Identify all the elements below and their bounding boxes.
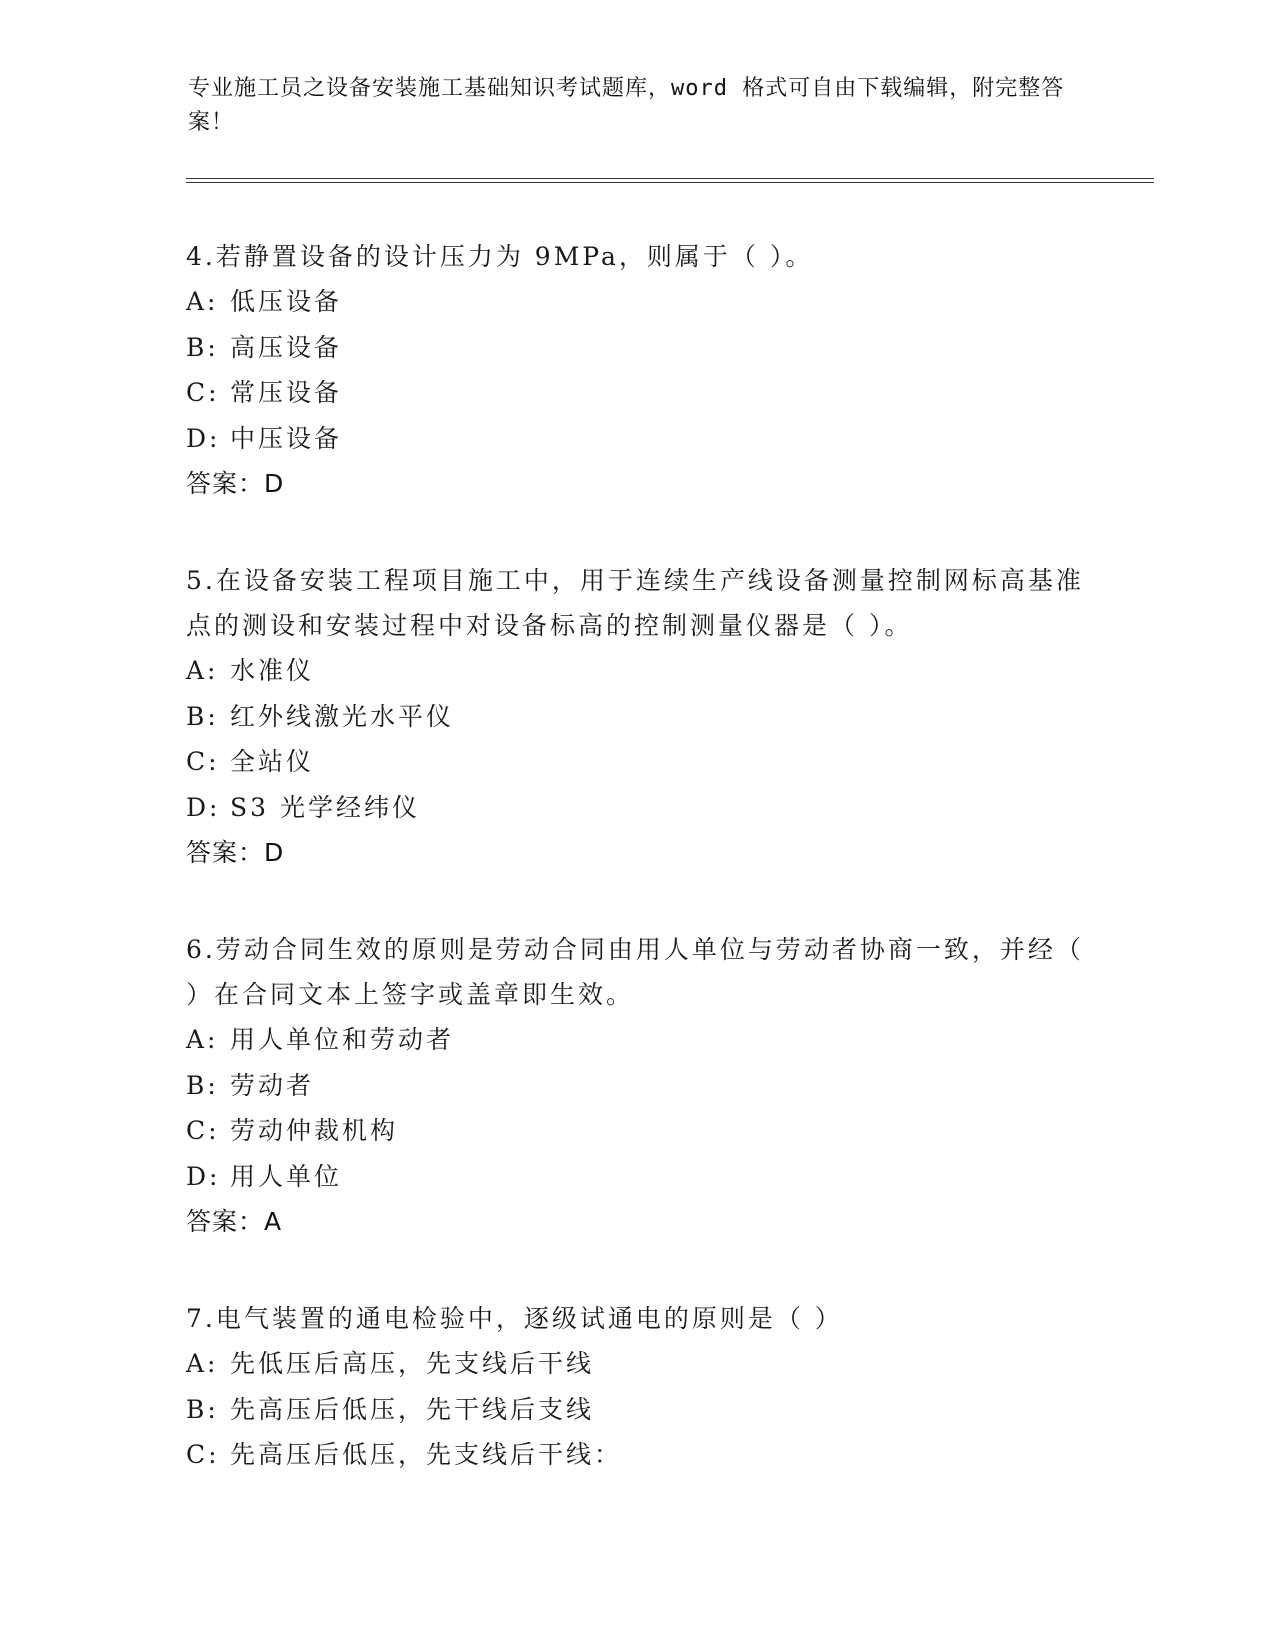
option-letter: B: xyxy=(186,701,219,731)
option-a xyxy=(186,279,1086,325)
option-letter: B: xyxy=(186,1070,219,1100)
option-letter: A: xyxy=(186,1349,219,1378)
option-text: S3 光学经纬仪 xyxy=(230,792,420,822)
option-letter: C: xyxy=(186,1116,220,1145)
option-text: 高压设备 xyxy=(230,332,343,362)
document-header: 专业施工员之设备安装施工基础知识考试题库，word 格式可自由下载编辑，附完整答案！ xyxy=(188,76,1065,135)
option-letter: C: xyxy=(186,1440,220,1469)
answer-line: 答案：A xyxy=(186,1207,283,1236)
option-a xyxy=(186,1017,1086,1063)
option-text: 低压设备 xyxy=(230,287,343,316)
option-a xyxy=(186,1341,1086,1387)
option-text: 先低压后高压，先支线后干线 xyxy=(230,1349,595,1378)
option-text: 劳动仲裁机构 xyxy=(230,1116,399,1145)
question-stem: 4.若静置设备的设计压力为 9MPa，则属于（ ）。 xyxy=(186,242,814,271)
option-letter: A: xyxy=(186,1025,219,1054)
option-b xyxy=(186,325,1086,371)
option-text: 用人单位和劳动者 xyxy=(230,1025,455,1054)
option-text: 红外线激光水平仪 xyxy=(230,701,455,731)
option-letter: D: xyxy=(186,423,221,453)
option-d xyxy=(186,785,1086,831)
header-divider-top xyxy=(186,178,1154,179)
answer-line: 答案：D xyxy=(186,838,285,867)
option-text: 用人单位 xyxy=(230,1161,343,1191)
option-d xyxy=(186,416,1086,462)
option-letter: C: xyxy=(186,747,220,776)
option-text: 先高压后低压，先干线后支线 xyxy=(230,1394,595,1424)
question-stem: 7.电气装置的通电检验中，逐级试通电的原则是（ ） xyxy=(186,1304,843,1333)
header-divider-bottom xyxy=(186,182,1154,183)
option-c xyxy=(186,739,1086,785)
option-c xyxy=(186,1432,1086,1478)
answer-line: 答案：D xyxy=(186,469,285,498)
question-list xyxy=(186,234,1086,1530)
question-item xyxy=(186,927,1086,1244)
question-item xyxy=(186,234,1086,506)
question-stem: 5.在设备安装工程项目施工中，用于连续生产线设备测量控制网标高基准点的测设和安装过程中对设备标高的控制测量仪器是（ ）。 xyxy=(186,566,1084,640)
question-item xyxy=(186,1296,1086,1478)
option-c xyxy=(186,370,1086,416)
option-text: 全站仪 xyxy=(230,747,315,776)
option-text: 水准仪 xyxy=(230,656,315,685)
option-a xyxy=(186,648,1086,694)
question-stem: 6.劳动合同生效的原则是劳动合同由用人单位与劳动者协商一致，并经（ ）在合同文本上签字或盖章即生效。 xyxy=(186,935,1084,1009)
option-letter: A: xyxy=(186,656,219,685)
option-letter: A: xyxy=(186,287,219,316)
option-c xyxy=(186,1108,1086,1154)
option-letter: B: xyxy=(186,332,219,362)
option-b xyxy=(186,694,1086,740)
option-letter: B: xyxy=(186,1394,219,1424)
option-text: 常压设备 xyxy=(230,378,343,407)
option-letter: D: xyxy=(186,792,221,822)
option-text: 先高压后低压，先支线后干线： xyxy=(230,1440,623,1469)
option-text: 劳动者 xyxy=(230,1070,315,1100)
option-b xyxy=(186,1387,1086,1433)
option-b xyxy=(186,1063,1086,1109)
option-text: 中压设备 xyxy=(230,423,343,453)
option-d xyxy=(186,1154,1086,1200)
question-item xyxy=(186,558,1086,875)
option-letter: C: xyxy=(186,378,220,407)
option-letter: D: xyxy=(186,1161,221,1191)
